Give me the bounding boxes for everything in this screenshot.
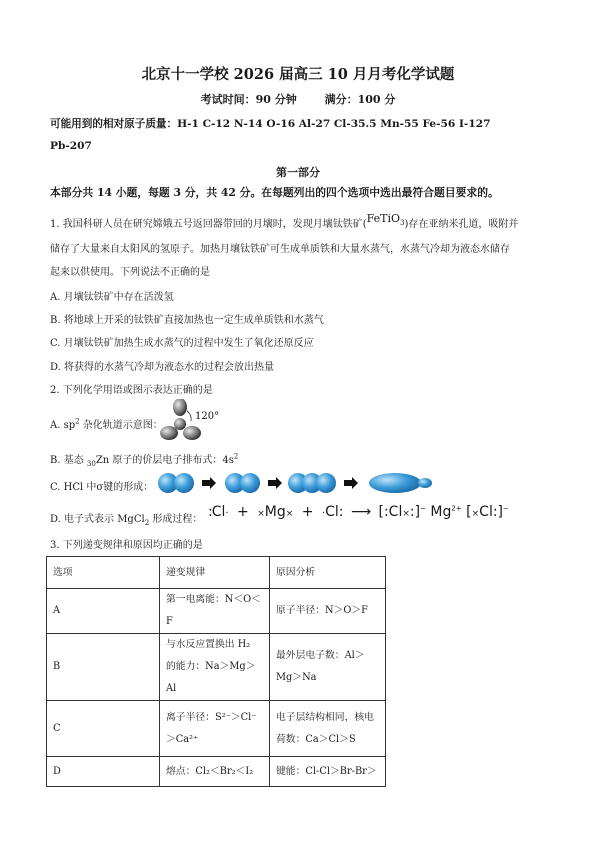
arrow-1 <box>202 477 216 489</box>
row-a-rule: 第一电离能：N＜O＜F <box>160 589 270 634</box>
orbital-nucleus <box>174 418 186 430</box>
table-row <box>47 757 386 787</box>
q1-line2: 储存了大量来自太阳风的氢原子。加热月壤钛铁矿可生成单质铁和大量水蒸气，水蒸气冷却为液态水储存 <box>50 244 510 255</box>
stage-1 <box>158 473 194 493</box>
sp2-orbital-diagram <box>155 399 235 449</box>
table-header-row <box>47 557 386 589</box>
exam-title: 北京十一学校 2026 届高三 10 月月考化学试题 <box>141 66 455 83</box>
q3-table <box>46 556 386 787</box>
exam-time: 考试时间：90 分钟 <box>200 93 297 106</box>
q2-option-b: B. 基态 $_{30}$Zn 原子的价层电子排布式：$4s^2$ <box>50 452 239 468</box>
table-row <box>47 589 386 634</box>
row-b-reason: 最外层电子数：Al＞Mg＞Na <box>270 634 386 701</box>
stage-4 <box>369 473 432 493</box>
row-b-rule: 与水反应置换出 H₂ 的能力：Na＞Mg＞Al <box>160 634 270 701</box>
orbital-lobe-left <box>160 426 178 440</box>
stage-3 <box>288 473 336 493</box>
header-rule: 递变规律 <box>160 557 270 589</box>
q1-formula: FeTiO$_3$ <box>366 212 405 228</box>
exam-info <box>0 91 596 107</box>
row-d-option: D <box>47 757 160 787</box>
orbital-lobe-right <box>183 426 201 440</box>
q1-line1: 1. 我国科研人员在研究嫦娥五号返回器带回的月壤时，发现月壤钛铁矿(FeTiO$_3$)存在亚纳米孔道，吸附并 <box>50 212 519 230</box>
q1-option-a: A. 月壤钛铁矿中存在活泼氢 <box>50 292 174 303</box>
angle-label: 120° <box>195 411 220 422</box>
atomic-masses-line2: Pb-207 <box>50 140 92 152</box>
part-instructions: 本部分共 14 小题，每题 3 分，共 42 分。在每题列出的四个选项中选出最符合题目要求的。 <box>50 186 499 199</box>
q1-option-c: C. 月壤钛铁矿加热生成水蒸气的过程中发生了氧化还原反应 <box>50 338 314 349</box>
row-c-option: C <box>47 701 160 757</box>
mgcl2-electron-dot-formation: :Cl· + ×Mg× + ·Cl: ⟶ [:Cl×:]− $Mg^{2+}$ [×Cl:]− <box>208 504 509 520</box>
row-a-option: A <box>47 589 160 634</box>
q2-stem: 2. 下列化学用语或图示表达正确的是 <box>50 385 213 396</box>
orbital-lobe-top <box>173 399 187 416</box>
row-c-reason: 电子层结构相同，核电荷数：Ca＞Cl＞S <box>270 701 386 757</box>
q1-option-b: B. 将地球上开采的钛铁矿直接加热也一定生成单质铁和水蒸气 <box>50 315 324 326</box>
row-c-rule: 离子半径：S²⁻＞Cl⁻＞Ca²⁺ <box>160 701 270 757</box>
stage-2 <box>225 473 260 493</box>
header-reason: 原因分析 <box>270 557 386 589</box>
row-d-reason: 键能：Cl-Cl＞Br-Br＞ <box>270 757 386 787</box>
row-b-option: B <box>47 634 160 701</box>
q2-option-d: D. 电子式表示 MgCl$_2$ 形成过程： <box>50 514 203 527</box>
q3-stem: 3. 下列递变规律和原因均正确的是 <box>50 540 203 551</box>
exam-score: 满分：100 分 <box>324 93 396 106</box>
q2-option-a: A. $sp^2$ 杂化轨道示意图： <box>50 417 163 431</box>
part-title: 第一部分 <box>276 166 320 179</box>
row-a-reason: 原子半径：N＞O＞F <box>270 589 386 634</box>
q2-option-c: C. HCl 中σ键的形成： <box>50 482 154 493</box>
angle-arc <box>187 411 191 421</box>
arrow-2 <box>268 477 282 489</box>
hcl-sigma-bond-diagram <box>150 470 440 496</box>
header-option: 选项 <box>47 557 160 589</box>
row-d-rule: 熔点：Cl₂＜Br₂＜I₂ <box>160 757 270 787</box>
table-row <box>47 701 386 757</box>
table-row <box>47 634 386 701</box>
atomic-masses-line1: 可能用到的相对原子质量：H-1 C-12 N-14 O-16 Al-27 Cl-35.5 Mn-55 Fe-56 I-127 <box>50 118 491 130</box>
q1-line3: 起来以供使用。下列说法不正确的是 <box>50 267 210 278</box>
q1-option-d: D. 将获得的水蒸气冷却为液态水的过程会放出热量 <box>50 362 275 373</box>
arrow-3 <box>344 477 358 489</box>
